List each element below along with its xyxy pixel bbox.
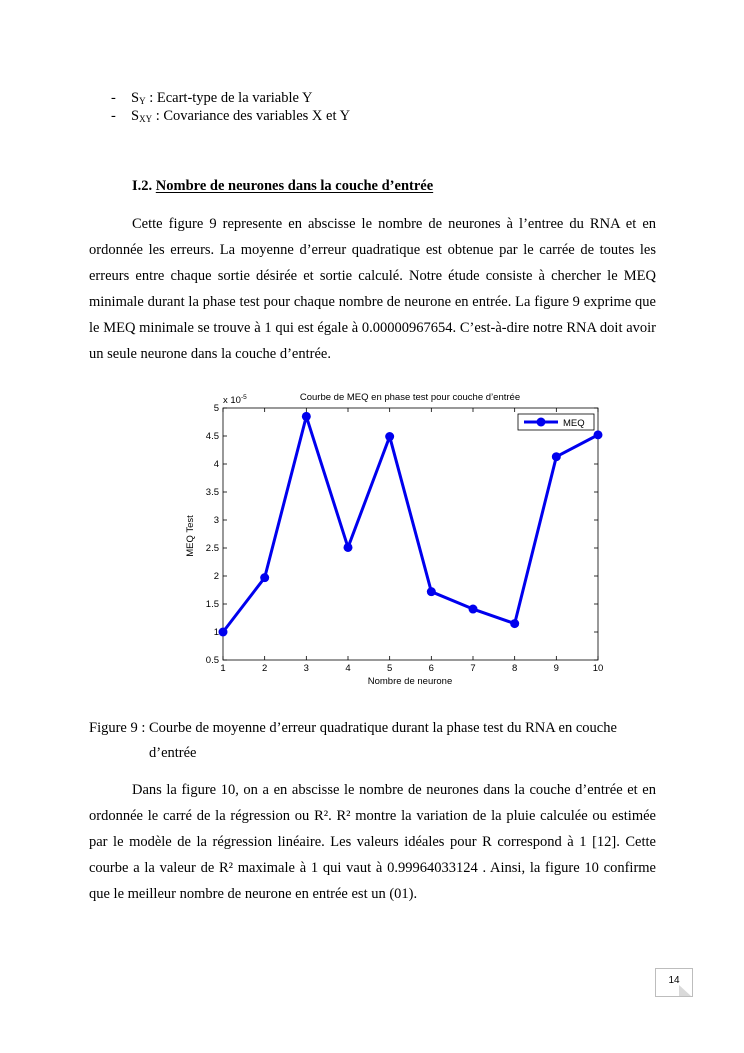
data-point: [427, 587, 436, 596]
figure-caption: [89, 716, 669, 766]
y-tick-label: 3: [213, 515, 219, 526]
x-tick-label: 10: [592, 663, 604, 674]
y-tick-label: 5: [213, 403, 219, 414]
x-tick-label: 4: [345, 663, 351, 674]
meq-chart: [170, 386, 620, 691]
chart-title: Courbe de MEQ en phase test pour couche d’entrée: [299, 392, 521, 403]
paragraph-figure9: Cette figure 9 represente en abscisse le nombre de neurones à l’entree du RNA et en ordonnée les erreurs. La moyenne d’erreur quadratique est obtenue par le carrée de toutes les erreurs entre chaque sortie désirée et sortie calculé. Notre étude consiste à chercher le MEQ minimale durant la phase test pour chaque nombre de neurone en entrée. La figure 9 exprime que le MEQ minimale se trouve à 1 qui est égale à 0.00000967654. C’est-à-dire notre RNA doit avoir un seule neurone dans la couche d’entrée.: [89, 216, 656, 362]
y-axis-label: MEQ Test: [185, 515, 196, 557]
bullet-subscript: Y: [139, 96, 146, 106]
bullet-subscript: XY: [139, 114, 153, 124]
x-tick-label: 9: [553, 663, 559, 674]
bullet-dash: -: [111, 90, 116, 106]
x-axis-label: Nombre de neurone: [367, 676, 453, 687]
legend: [518, 414, 594, 430]
bullet-symbol: S: [131, 90, 140, 106]
x-tick-label: 6: [428, 663, 434, 674]
x-tick-label: 7: [470, 663, 476, 674]
y-tick-label: 3.5: [205, 487, 219, 498]
y-tick-label: 0.5: [205, 655, 219, 666]
bullet-text: : Ecart-type de la variable Y: [145, 90, 313, 106]
y-tick-label: 1: [213, 627, 219, 638]
x-tick-label: 1: [220, 663, 226, 674]
page-corner-fold: [679, 985, 691, 996]
bullet-text: : Covariance des variables X et Y: [152, 108, 351, 124]
data-point: [344, 543, 353, 552]
x-tick-label: 8: [512, 663, 518, 674]
bullet-dash: -: [111, 108, 116, 124]
caption-line-2: d’entrée: [149, 745, 197, 761]
data-point: [469, 605, 478, 614]
y-tick-label: 4: [213, 459, 219, 470]
caption-line-1: Figure 9 : Courbe de moyenne d’erreur quadratique durant la phase test du RNA en couche: [89, 720, 617, 736]
data-point: [385, 432, 394, 441]
data-point: [594, 430, 603, 439]
section-heading: [132, 178, 433, 195]
data-point: [260, 573, 269, 582]
axis-multiplier: x $10^{-5}$: [223, 394, 247, 406]
x-tick-label: 3: [303, 663, 309, 674]
data-point: [302, 412, 311, 421]
y-tick-label: 1.5: [205, 599, 219, 610]
y-tick-label: 2: [213, 571, 219, 582]
section-number: I.2.: [132, 178, 153, 194]
y-tick-label: 4.5: [205, 431, 219, 442]
bullet-sxy: [111, 107, 350, 128]
data-point: [219, 628, 228, 637]
data-point: [552, 452, 561, 461]
data-point: [510, 619, 519, 628]
bullet-symbol: S: [131, 108, 140, 124]
x-tick-label: 5: [387, 663, 393, 674]
legend-label: MEQ: [563, 418, 585, 429]
legend-marker: [537, 418, 546, 427]
paragraph-figure10: Dans la figure 10, on a en abscisse le nombre de neurones dans la couche d’entrée et en ordonnée le carré de la régression ou R². R² montre la variation de la pluie calculée ou estimée par le modèle de la régression linéaire. Les valeurs idéales pour R correspond à 1 [12]. Cette courbe a la valeur de R² maximale à 1 qui vaut à 0.99964033124 . Ainsi, la figure 10 confirme que le meilleur nombre de neurone en entrée est un (01).: [89, 782, 656, 902]
page-number: 14: [655, 968, 693, 997]
section-title: Nombre de neurones dans la couche d’entrée: [155, 178, 434, 194]
y-tick-label: 2.5: [205, 543, 219, 554]
x-tick-label: 2: [262, 663, 268, 674]
